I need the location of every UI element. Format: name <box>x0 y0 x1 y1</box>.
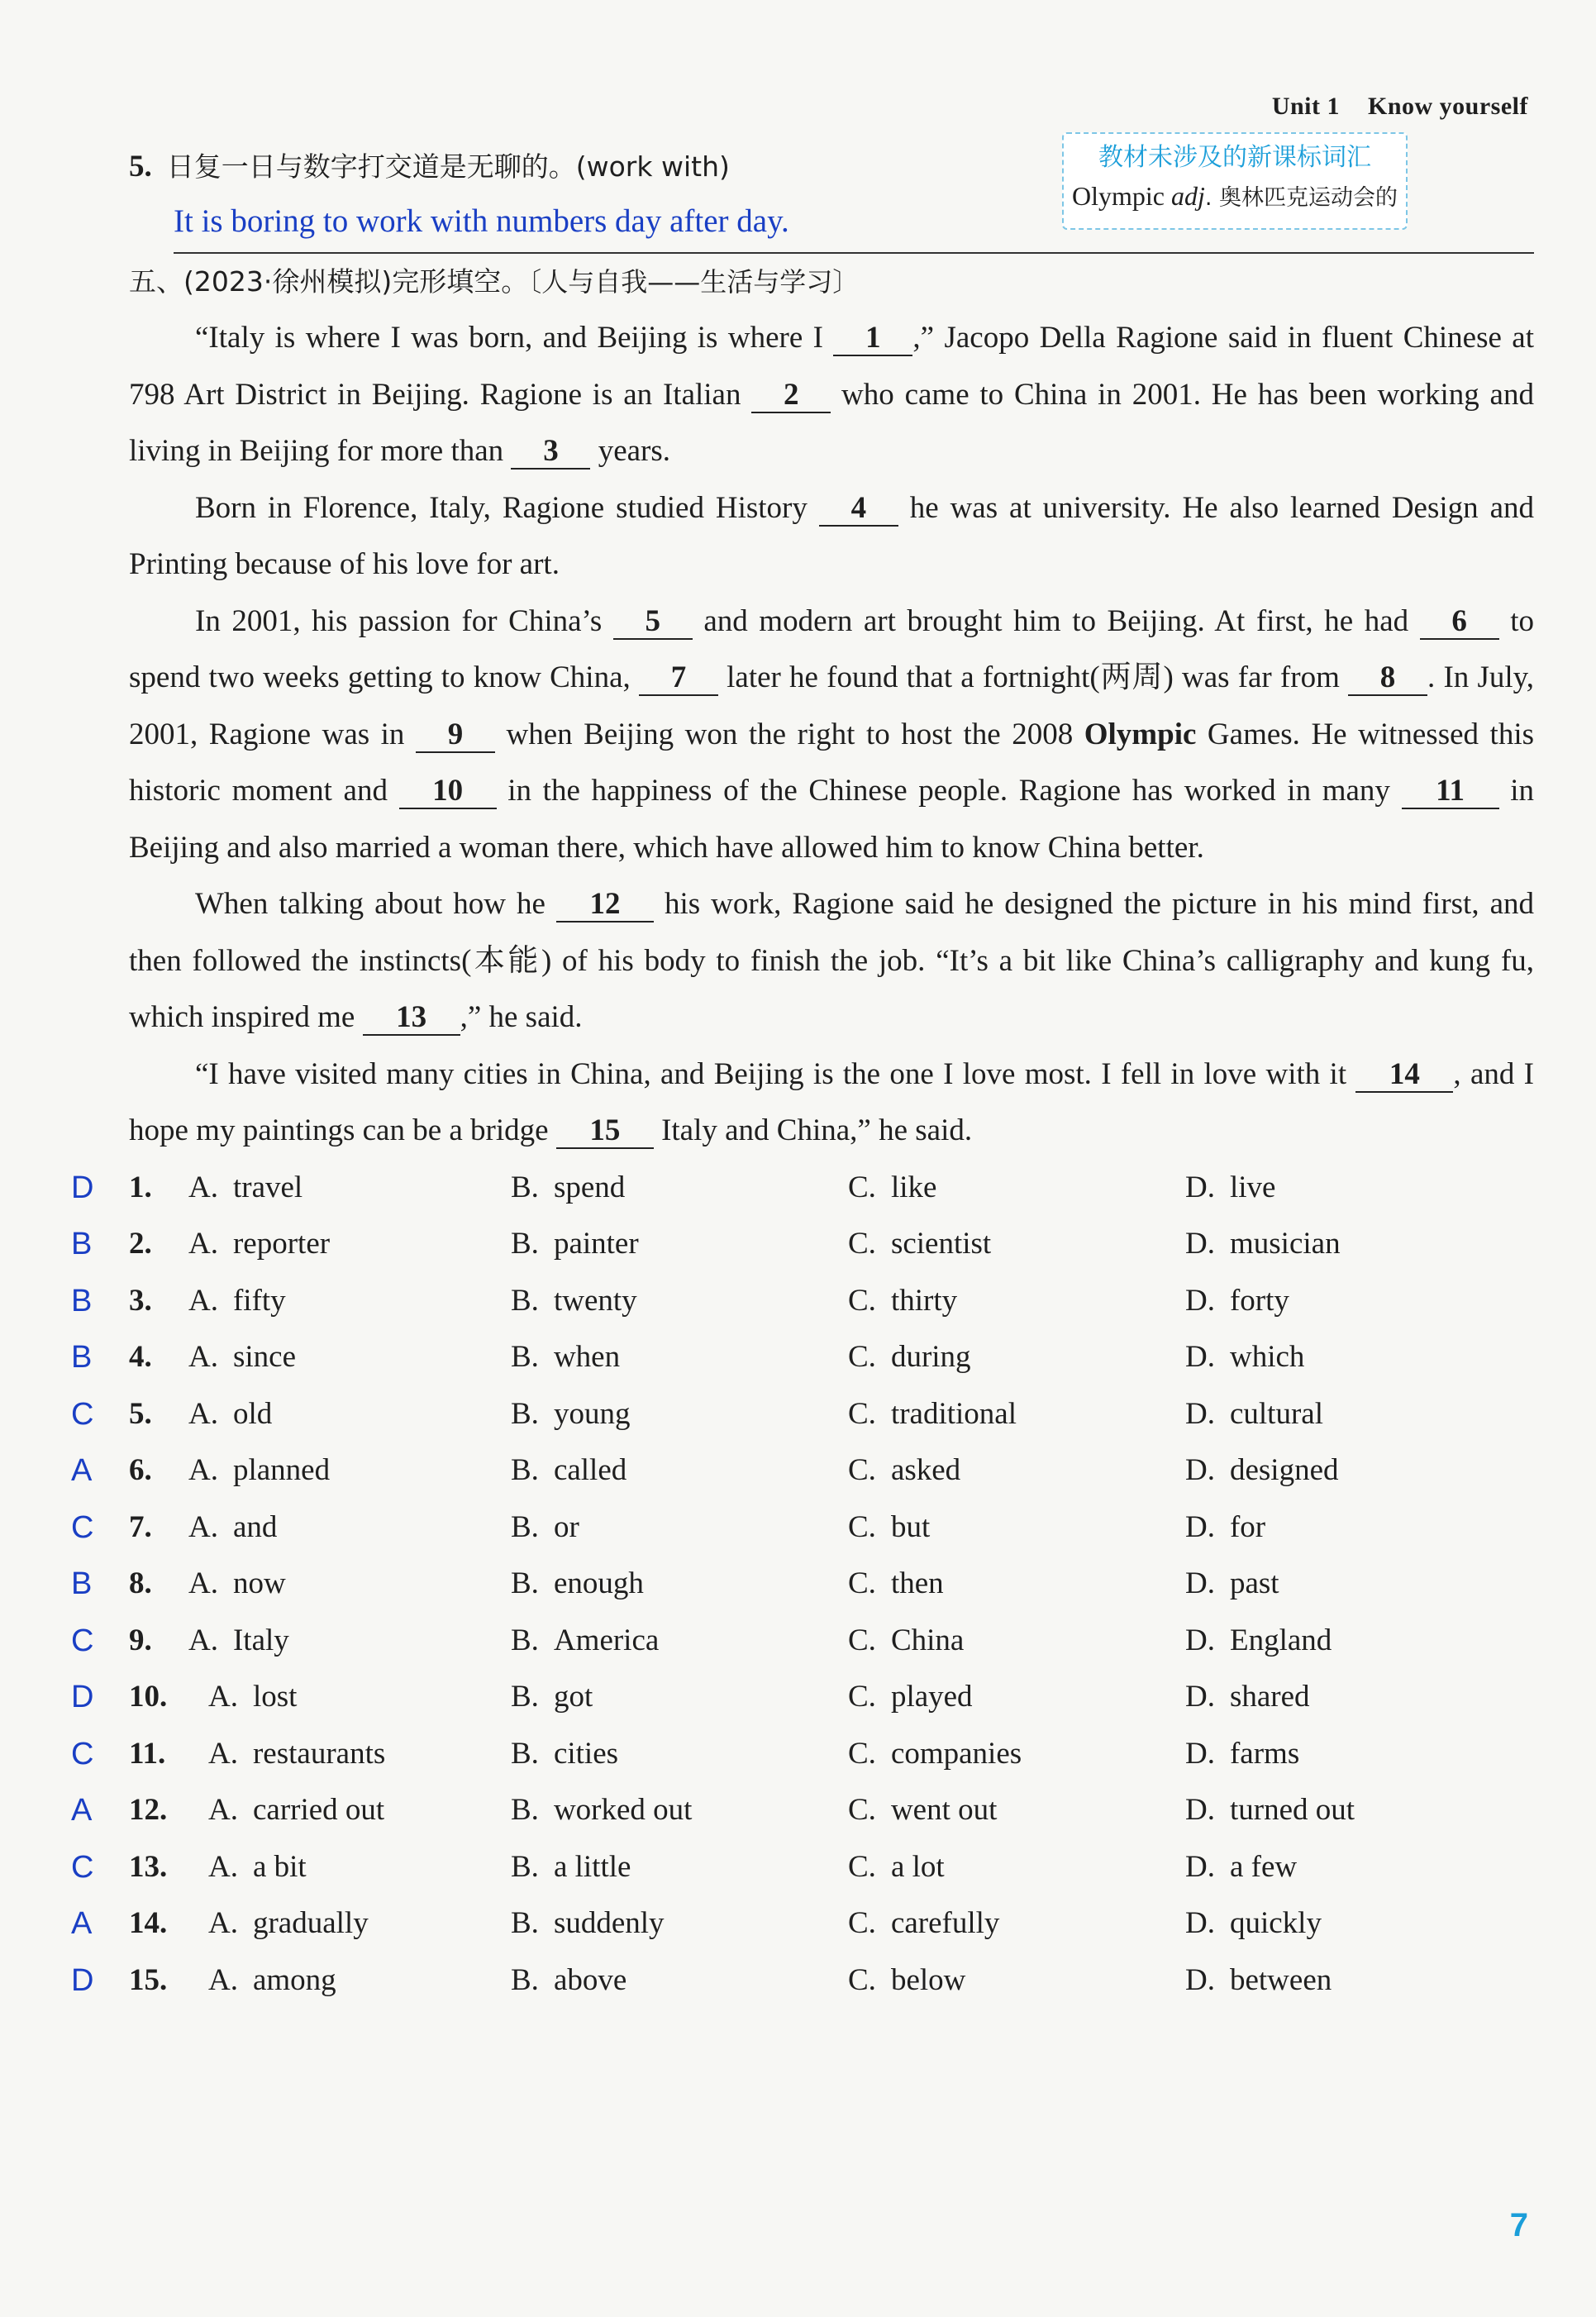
option-letter: A. <box>208 1680 238 1714</box>
blank-7: 7 <box>639 661 718 696</box>
text: Games. He witnessed this historic moment and <box>129 717 1535 808</box>
option-letter: D. <box>1185 1906 1215 1940</box>
vocab-word: Olympic <box>1071 181 1165 211</box>
unit-title: Know yourself <box>1368 93 1528 120</box>
option-d[interactable] <box>1185 1386 1323 1443</box>
option-text: traditional <box>890 1396 1017 1431</box>
marked-answer: A <box>71 1793 93 1828</box>
blank-5: 5 <box>613 605 693 640</box>
blank-2: 2 <box>751 379 831 413</box>
marked-answer: C <box>71 1736 94 1771</box>
marked-answer: D <box>71 1170 94 1205</box>
passage-paragraph-2 <box>129 480 1534 594</box>
option-b[interactable] <box>511 1329 620 1386</box>
option-letter: B. <box>511 1566 539 1600</box>
option-text: live <box>1229 1170 1276 1204</box>
option-text: companies <box>890 1736 1022 1771</box>
option-letter: C. <box>848 1509 876 1544</box>
option-letter: D. <box>1185 1170 1215 1204</box>
passage-paragraph-4 <box>129 876 1534 1046</box>
option-text: enough <box>553 1566 644 1600</box>
option-text: went out <box>890 1793 998 1827</box>
text: and modern art brought him to Beijing. At first, he had <box>692 603 1420 638</box>
options-list <box>71 1160 1534 2009</box>
option-text: young <box>553 1396 631 1431</box>
option-a[interactable] <box>208 1839 307 1896</box>
option-c[interactable] <box>848 1782 997 1839</box>
option-letter: D. <box>1185 1283 1215 1318</box>
option-text: worked out <box>553 1793 693 1827</box>
option-b[interactable] <box>511 1726 618 1783</box>
marked-answer: D <box>71 1680 94 1714</box>
option-a[interactable] <box>188 1556 286 1613</box>
question-5 <box>129 139 1534 196</box>
blank-10: 10 <box>399 775 497 809</box>
blank-14: 14 <box>1355 1058 1453 1093</box>
option-letter: C. <box>848 1283 876 1318</box>
question-option-row <box>71 1556 1534 1613</box>
option-text: for <box>1229 1509 1266 1544</box>
option-text: but <box>890 1509 931 1544</box>
option-letter: C. <box>848 1170 876 1204</box>
option-text: now <box>232 1566 286 1600</box>
option-d[interactable] <box>1185 1273 1289 1330</box>
option-letter: B. <box>511 1453 539 1487</box>
option-c[interactable] <box>848 1329 971 1386</box>
option-text: played <box>890 1680 973 1714</box>
text: When talking about how he <box>195 887 556 921</box>
marked-answer: C <box>71 1849 94 1885</box>
passage-paragraph-5 <box>129 1046 1534 1160</box>
option-text: carried out <box>252 1793 385 1827</box>
option-letter: C. <box>848 1680 876 1714</box>
content <box>71 139 1535 2009</box>
option-c[interactable] <box>848 1839 945 1896</box>
option-text: past <box>1229 1566 1279 1600</box>
option-letter: A. <box>188 1623 218 1657</box>
text: Italy and China,” he said. <box>653 1113 973 1147</box>
option-d[interactable] <box>1185 1442 1339 1499</box>
blank-9: 9 <box>416 718 495 753</box>
option-text: carefully <box>890 1906 1000 1940</box>
marked-answer: B <box>71 1283 93 1318</box>
option-text: America <box>553 1623 660 1657</box>
option-a[interactable] <box>188 1329 296 1386</box>
option-letter: A. <box>208 1793 238 1827</box>
option-c[interactable] <box>848 1895 999 1952</box>
option-letter: A. <box>208 1962 238 1997</box>
option-letter: C. <box>848 1736 876 1771</box>
option-text: England <box>1229 1623 1332 1657</box>
question-number: 6. <box>129 1453 152 1487</box>
option-text: painter <box>553 1227 639 1261</box>
option-a[interactable] <box>188 1442 330 1499</box>
question-number: 11. <box>129 1736 166 1771</box>
passage-paragraph-3 <box>129 594 1534 877</box>
option-text: asked <box>890 1453 961 1487</box>
question-option-row <box>71 1613 1534 1670</box>
option-b[interactable] <box>511 1442 626 1499</box>
text: ,” he said. <box>460 1000 583 1034</box>
option-text: designed <box>1229 1453 1339 1487</box>
question-option-row <box>71 1669 1534 1726</box>
marked-answer: C <box>71 1509 94 1545</box>
option-c[interactable] <box>848 1216 991 1273</box>
option-b[interactable] <box>511 1499 579 1557</box>
option-text: which <box>1229 1340 1305 1374</box>
option-letter: A. <box>188 1340 218 1374</box>
option-letter: B. <box>511 1736 539 1771</box>
question-option-row <box>71 1952 1534 2009</box>
page-header <box>1272 93 1528 121</box>
option-c[interactable] <box>848 1386 1017 1443</box>
option-c[interactable] <box>848 1726 1022 1783</box>
question-number: 2. <box>129 1227 152 1261</box>
option-text: cities <box>553 1736 619 1771</box>
marked-answer: C <box>71 1623 94 1658</box>
option-letter: D. <box>1185 1227 1215 1261</box>
option-letter: C. <box>848 1227 876 1261</box>
option-text: musician <box>1229 1227 1341 1261</box>
text: to spend two weeks getting to know China, <box>129 603 1535 694</box>
marked-answer: C <box>71 1396 94 1432</box>
question-prompt: 日复一日与数字打交道是无聊的。(work with) <box>166 150 730 183</box>
option-text: among <box>252 1962 336 1997</box>
text: his work, Ragione said he designed the picture in his mind first, and then followed the instincts(本能) of his body to finish the job. “It’s a bit like China’s calligraphy and kung fu, which inspired me <box>129 887 1534 1034</box>
option-a[interactable] <box>188 1386 272 1443</box>
marked-answer: D <box>71 1962 94 1998</box>
question-number: 8. <box>129 1566 152 1600</box>
option-text: old <box>232 1396 273 1431</box>
option-c[interactable] <box>848 1273 957 1330</box>
option-text: since <box>232 1340 297 1374</box>
option-text: restaurants <box>252 1736 386 1771</box>
option-letter: D. <box>1185 1453 1215 1487</box>
blank-8: 8 <box>1348 661 1427 696</box>
option-a[interactable] <box>208 1952 336 2009</box>
option-d[interactable] <box>1185 1556 1279 1613</box>
option-letter: B. <box>511 1340 539 1374</box>
option-letter: B. <box>511 1849 539 1884</box>
option-letter: C. <box>848 1340 876 1374</box>
option-text: a bit <box>252 1849 307 1884</box>
option-text: farms <box>1229 1736 1300 1771</box>
option-d[interactable] <box>1185 1613 1332 1670</box>
option-letter: D. <box>1185 1962 1215 1997</box>
option-text: during <box>890 1340 971 1374</box>
option-letter: D. <box>1185 1340 1215 1374</box>
option-letter: A. <box>208 1849 238 1884</box>
question-option-row <box>71 1329 1534 1386</box>
option-c[interactable] <box>848 1613 964 1670</box>
option-text: a few <box>1229 1849 1298 1884</box>
option-text: cultural <box>1229 1396 1323 1431</box>
option-text: forty <box>1229 1283 1289 1318</box>
option-b[interactable] <box>511 1216 639 1273</box>
blank-13: 13 <box>363 1001 460 1036</box>
option-letter: D. <box>1185 1566 1215 1600</box>
question-option-row <box>71 1386 1534 1443</box>
option-letter: D. <box>1185 1509 1215 1544</box>
option-letter: D. <box>1185 1793 1215 1827</box>
text: ,” Jacopo Della Ragione said in fluent Chinese at 798 Art District in Beijing. Ragione is an Italian <box>129 321 1534 412</box>
question-option-row <box>71 1499 1534 1557</box>
option-letter: B. <box>511 1793 539 1827</box>
question-option-row <box>71 1895 1534 1952</box>
option-text: thirty <box>890 1283 958 1318</box>
blank-6: 6 <box>1420 605 1499 640</box>
option-text: spend <box>553 1170 626 1204</box>
section-heading: 五、(2023·徐州模拟)完形填空。 <box>129 265 529 298</box>
question-number: 5. <box>129 150 152 184</box>
marked-answer: B <box>71 1566 93 1601</box>
option-letter: A. <box>208 1736 238 1771</box>
option-text: a lot <box>890 1849 945 1884</box>
option-letter: A. <box>188 1283 218 1318</box>
option-b[interactable] <box>511 1273 637 1330</box>
option-letter: B. <box>511 1680 539 1714</box>
highlighted-word: Olympic <box>1084 717 1197 751</box>
option-c[interactable] <box>848 1669 973 1726</box>
question-number: 7. <box>129 1509 152 1544</box>
question-option-row <box>71 1216 1534 1273</box>
option-letter: A. <box>208 1906 238 1940</box>
option-d[interactable] <box>1185 1160 1275 1217</box>
vocab-pos: adj <box>1170 181 1205 211</box>
option-d[interactable] <box>1185 1782 1355 1839</box>
option-b[interactable] <box>511 1613 659 1670</box>
text: , and I hope my paintings can be a bridge <box>129 1056 1534 1147</box>
option-letter: C. <box>848 1566 876 1600</box>
option-c[interactable] <box>848 1499 930 1557</box>
option-letter: A. <box>188 1566 218 1600</box>
text: In 2001, his passion for China’s <box>195 603 613 638</box>
option-d[interactable] <box>1185 1726 1299 1783</box>
question-number: 4. <box>129 1340 152 1374</box>
question-option-row <box>71 1273 1534 1330</box>
option-a[interactable] <box>208 1726 385 1783</box>
option-d[interactable] <box>1185 1669 1310 1726</box>
unit-label: Unit 1 <box>1271 93 1340 120</box>
option-text: fifty <box>232 1283 286 1318</box>
option-d[interactable] <box>1185 1839 1297 1896</box>
option-a[interactable] <box>188 1160 303 1217</box>
option-text: between <box>1229 1962 1332 1997</box>
marked-answer: A <box>71 1906 93 1941</box>
option-letter: B. <box>511 1283 539 1318</box>
option-b[interactable] <box>511 1782 692 1839</box>
option-a[interactable] <box>208 1669 297 1726</box>
blank-4: 4 <box>819 492 898 527</box>
option-d[interactable] <box>1185 1499 1265 1557</box>
question-number: 1. <box>129 1170 152 1204</box>
question-number: 14. <box>129 1906 168 1940</box>
option-a[interactable] <box>188 1613 289 1670</box>
option-text: lost <box>252 1680 298 1714</box>
text: later he found that a fortnight(两周) was far from <box>717 660 1349 694</box>
option-text: quickly <box>1229 1906 1322 1940</box>
option-a[interactable] <box>208 1895 369 1952</box>
passage-paragraph-1 <box>129 310 1534 480</box>
option-text: Italy <box>232 1623 289 1657</box>
option-text: turned out <box>1229 1793 1355 1827</box>
option-text: scientist <box>890 1227 992 1261</box>
section-title <box>129 254 1046 311</box>
option-a[interactable] <box>188 1499 277 1557</box>
text: in the happiness of the Chinese people. Ragione has worked in many <box>496 774 1402 808</box>
option-letter: D. <box>1185 1849 1215 1884</box>
option-letter: B. <box>511 1396 539 1431</box>
text: “Italy is where I was born, and Beijing is where I <box>195 321 834 355</box>
blank-12: 12 <box>556 888 654 923</box>
option-text: got <box>553 1680 593 1714</box>
question-option-row <box>71 1726 1534 1783</box>
text: when Beijing won the right to host the 2008 <box>494 717 1084 751</box>
option-letter: A. <box>188 1396 218 1431</box>
question-number: 10. <box>129 1680 168 1714</box>
page-number: 7 <box>1509 2207 1528 2243</box>
blank-3: 3 <box>511 435 590 470</box>
question-option-row <box>71 1160 1534 1217</box>
answer-line <box>174 196 1534 254</box>
option-d[interactable] <box>1185 1216 1341 1273</box>
option-text: reporter <box>232 1227 331 1261</box>
question-number: 15. <box>129 1962 168 1997</box>
option-text: and <box>232 1509 278 1544</box>
option-text: China <box>890 1623 965 1657</box>
handwritten-answer: It is boring to work with numbers day after day. <box>174 203 789 239</box>
vocab-meaning: . 奥林匹克运动会的 <box>1204 185 1398 211</box>
option-d[interactable] <box>1185 1895 1322 1952</box>
option-text: a little <box>553 1849 631 1884</box>
text: years. <box>590 434 671 468</box>
option-letter: C. <box>848 1623 876 1657</box>
option-text: or <box>553 1509 579 1544</box>
blank-15: 15 <box>556 1114 654 1149</box>
option-b[interactable] <box>511 1386 630 1443</box>
option-b[interactable] <box>511 1952 626 2009</box>
option-letter: B. <box>511 1170 539 1204</box>
question-number: 9. <box>129 1623 152 1657</box>
option-letter: B. <box>511 1509 539 1544</box>
option-text: like <box>890 1170 937 1204</box>
option-a[interactable] <box>188 1273 286 1330</box>
question-option-row <box>71 1839 1534 1896</box>
option-d[interactable] <box>1185 1329 1304 1386</box>
option-letter: C. <box>848 1906 876 1940</box>
text: he was at university. He also learned Design and Printing because of his love for art. <box>129 490 1535 581</box>
option-letter: B. <box>511 1906 539 1940</box>
question-number: 3. <box>129 1283 152 1318</box>
marked-answer: A <box>71 1453 93 1488</box>
option-letter: C. <box>848 1962 876 1997</box>
text: . In July, 2001, Ragione was in <box>129 660 1535 751</box>
blank-1: 1 <box>833 322 912 356</box>
text: “I have visited many cities in China, and Beijing is the one I love most. I fell in love with it <box>195 1056 1356 1091</box>
question-option-row <box>71 1442 1534 1499</box>
option-letter: C. <box>848 1396 876 1431</box>
option-text: below <box>890 1962 966 1997</box>
question-number: 13. <box>129 1849 168 1884</box>
vocab-note-title: 教材未涉及的新课标词汇 <box>1098 143 1371 172</box>
option-text: when <box>553 1340 621 1374</box>
option-c[interactable] <box>848 1556 944 1613</box>
marked-answer: B <box>71 1340 93 1375</box>
text: who came to China in 2001. He has been working and living in Beijing for more than <box>129 377 1534 468</box>
option-letter: D. <box>1185 1396 1215 1431</box>
option-text: called <box>553 1453 627 1487</box>
option-text: above <box>553 1962 627 1997</box>
option-a[interactable] <box>188 1216 330 1273</box>
option-letter: D. <box>1185 1623 1215 1657</box>
option-a[interactable] <box>208 1782 384 1839</box>
option-b[interactable] <box>511 1160 625 1217</box>
option-b[interactable] <box>511 1895 665 1952</box>
option-text: gradually <box>252 1906 369 1940</box>
text: Born in Florence, Italy, Ragione studied History <box>195 490 819 525</box>
option-letter: B. <box>511 1227 539 1261</box>
option-b[interactable] <box>511 1839 631 1896</box>
option-letter: A. <box>188 1509 218 1544</box>
option-letter: B. <box>511 1962 539 1997</box>
option-text: then <box>890 1566 944 1600</box>
question-number: 12. <box>129 1793 168 1827</box>
option-d[interactable] <box>1185 1952 1332 2009</box>
option-text: planned <box>232 1453 331 1487</box>
question-option-row <box>71 1782 1534 1839</box>
marked-answer: B <box>71 1227 93 1261</box>
section-tag: 〔人与自我——生活与学习〕 <box>528 265 860 298</box>
option-letter: A. <box>188 1453 218 1487</box>
option-letter: A. <box>188 1170 218 1204</box>
blank-11: 11 <box>1402 775 1499 809</box>
option-text: suddenly <box>553 1906 665 1940</box>
text: in Beijing and also married a woman there, which have allowed him to know China better. <box>129 774 1535 865</box>
question-number: 5. <box>129 1396 152 1431</box>
option-text: twenty <box>553 1283 637 1318</box>
option-letter: D. <box>1185 1736 1215 1771</box>
option-text: shared <box>1229 1680 1310 1714</box>
option-letter: C. <box>848 1849 876 1884</box>
option-c[interactable] <box>848 1442 960 1499</box>
option-b[interactable] <box>511 1669 593 1726</box>
option-letter: B. <box>511 1623 539 1657</box>
option-b[interactable] <box>511 1556 644 1613</box>
option-letter: A. <box>188 1227 218 1261</box>
option-letter: C. <box>848 1453 876 1487</box>
option-letter: D. <box>1185 1680 1215 1714</box>
option-text: travel <box>232 1170 303 1204</box>
option-letter: C. <box>848 1793 876 1827</box>
option-c[interactable] <box>848 1160 936 1217</box>
option-c[interactable] <box>848 1952 965 2009</box>
